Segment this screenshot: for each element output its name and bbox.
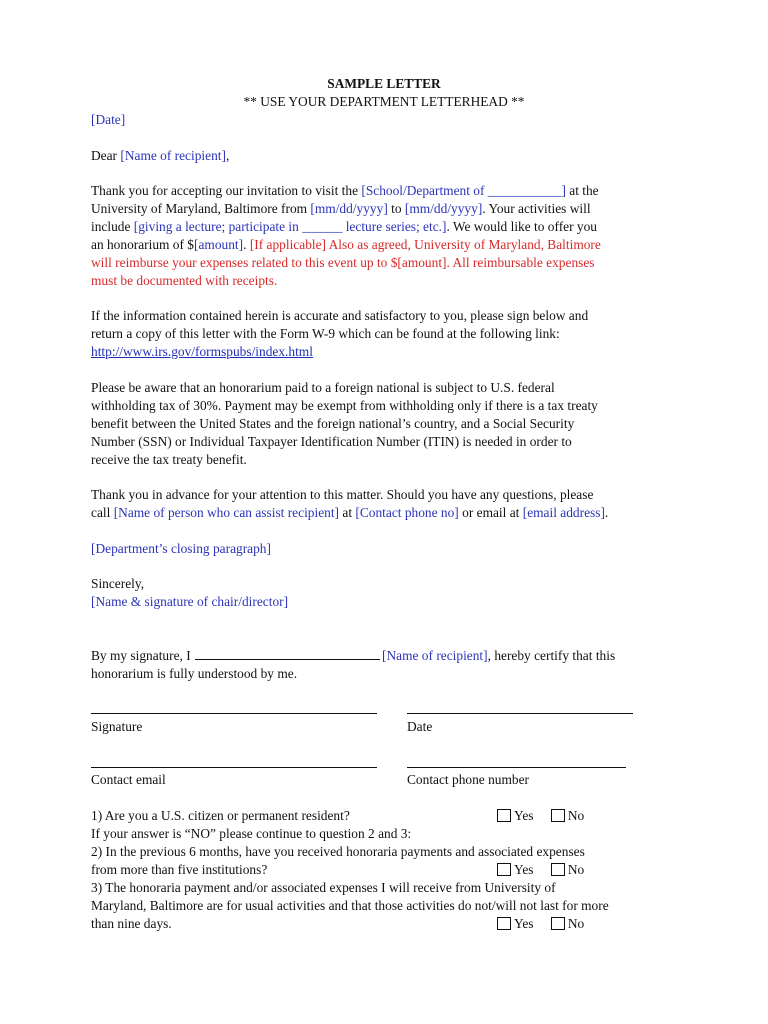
p1-text: University of Maryland, Baltimore from — [91, 201, 311, 216]
p4-text: Thank you in advance for your attention to this matter. Should you have any questions, please — [91, 487, 594, 502]
q3-no-checkbox[interactable] — [551, 917, 565, 930]
yes-label: Yes — [514, 808, 534, 823]
conditional-reimbursement-text: must be documented with receipts. — [91, 273, 278, 288]
p1-text: an honorarium of $ — [91, 237, 195, 252]
p1-text: Thank you for accepting our invitation to visit the — [91, 183, 362, 198]
p1-text: at the — [565, 183, 599, 198]
activity-placeholder: [giving a lecture; participate in ______ lecture series; etc.] — [133, 219, 447, 234]
salutation — [91, 147, 681, 165]
q3-yes-checkbox[interactable] — [497, 917, 511, 930]
recipient-name-placeholder: [Name of recipient] — [382, 648, 488, 663]
question-3: 3) The honoraria payment and/or associated expenses I will receive from University of — [91, 880, 556, 895]
contact-phone-line[interactable] — [407, 767, 626, 768]
p2-text: If the information contained herein is accurate and satisfactory to you, please sign below and — [91, 308, 589, 323]
p4-text: at — [339, 505, 356, 520]
end-date-placeholder: [mm/dd/yyyy] — [404, 201, 483, 216]
contact-email-line[interactable] — [91, 767, 377, 768]
sincerely-text: Sincerely, — [91, 576, 145, 591]
p4-text: . — [604, 505, 609, 520]
p2-text: return a copy of this letter with the Form W-9 which can be found at the following link: — [91, 326, 560, 341]
date-line[interactable] — [407, 713, 633, 714]
question-1: 1) Are you a U.S. citizen or permanent resident? — [91, 808, 350, 823]
tax-paragraph — [91, 379, 681, 469]
p3-text: receive the tax treaty benefit. — [91, 452, 247, 467]
contact-paragraph — [91, 486, 681, 522]
no-label: No — [567, 808, 585, 823]
q1-yes-checkbox[interactable] — [497, 809, 511, 822]
w9-paragraph — [91, 307, 681, 361]
amount-placeholder: [amount] — [194, 237, 244, 252]
no-label: No — [567, 916, 585, 931]
salutation-prefix: Dear — [91, 148, 121, 163]
question-1-options — [497, 807, 584, 825]
signoff — [91, 575, 681, 611]
invitation-paragraph — [91, 182, 681, 290]
p3-text: Please be aware that an honorarium paid to a foreign national is subject to U.S. federal — [91, 380, 555, 395]
p1-text: . — [243, 237, 250, 252]
yes-label: Yes — [514, 862, 534, 877]
p1-text: . Your activities will — [482, 201, 591, 216]
p1-text: to — [387, 201, 405, 216]
question-3-options — [497, 915, 584, 933]
certify-text: honorarium is fully understood by me. — [91, 666, 298, 681]
p4-text: or email at — [458, 505, 523, 520]
closing-paragraph — [91, 540, 681, 558]
school-placeholder: [School/Department of ___________] — [361, 183, 566, 198]
no-label: No — [567, 862, 585, 877]
recipient-name-placeholder: [Name of recipient] — [120, 148, 226, 163]
closing-paragraph-placeholder: [Department’s closing paragraph] — [91, 541, 271, 556]
signature-label: Signature — [91, 719, 143, 734]
phone-placeholder: [Contact phone no] — [355, 505, 459, 520]
question-1-note: If your answer is “NO” please continue to question 2 and 3: — [91, 826, 412, 841]
certify-text: , hereby certify that this — [487, 648, 616, 663]
p3-text: Number (SSN) or Individual Taxpayer Identification Number (ITIN) is needed in order to — [91, 434, 572, 449]
contact-email-label: Contact email — [91, 772, 166, 787]
q2-no-checkbox[interactable] — [551, 863, 565, 876]
recipient-name-blank[interactable] — [195, 647, 380, 660]
q1-no-checkbox[interactable] — [551, 809, 565, 822]
date-placeholder — [91, 111, 681, 129]
p3-text: benefit between the United States and the foreign national’s country, and a Social Security — [91, 416, 575, 431]
irs-forms-link[interactable]: http://www.irs.gov/formspubs/index.html — [91, 344, 313, 359]
assistant-name-placeholder: [Name of person who can assist recipient] — [113, 505, 340, 520]
conditional-reimbursement-text: [If applicable] Also as agreed, University of Maryland, Baltimore — [249, 237, 601, 252]
conditional-reimbursement-text: will reimburse your expenses related to this event up to $[amount]. All reimbursable expenses — [91, 255, 595, 270]
p1-text: . We would like to offer you — [446, 219, 598, 234]
signer-placeholder: [Name & signature of chair/director] — [91, 594, 289, 609]
question-3-cont: Maryland, Baltimore are for usual activities and that those activities do not/will not last for more — [91, 898, 609, 913]
signature-line[interactable] — [91, 713, 377, 714]
question-2-options — [497, 861, 584, 879]
p3-text: withholding tax of 30%. Payment may be exempt from withholding only if there is a tax treaty — [91, 398, 598, 413]
question-2-cont: from more than five institutions? — [91, 862, 268, 877]
question-3-cont: than nine days. — [91, 916, 172, 931]
certification-statement — [91, 647, 681, 683]
start-date-placeholder: [mm/dd/yyyy] — [310, 201, 388, 216]
p4-text: call — [91, 505, 114, 520]
email-placeholder: [email address] — [522, 505, 605, 520]
salutation-comma: , — [225, 148, 230, 163]
contact-phone-label: Contact phone number — [407, 772, 529, 787]
yes-label: Yes — [514, 916, 534, 931]
certify-text: By my signature, I — [91, 648, 195, 663]
date-field: [Date] — [91, 112, 126, 127]
p1-text: include — [91, 219, 134, 234]
question-2: 2) In the previous 6 months, have you received honoraria payments and associated expenses — [91, 844, 585, 859]
q2-yes-checkbox[interactable] — [497, 863, 511, 876]
letterhead-instruction: ** USE YOUR DEPARTMENT LETTERHEAD ** — [243, 94, 525, 109]
document-title: SAMPLE LETTER — [327, 76, 441, 91]
date-label: Date — [407, 719, 433, 734]
